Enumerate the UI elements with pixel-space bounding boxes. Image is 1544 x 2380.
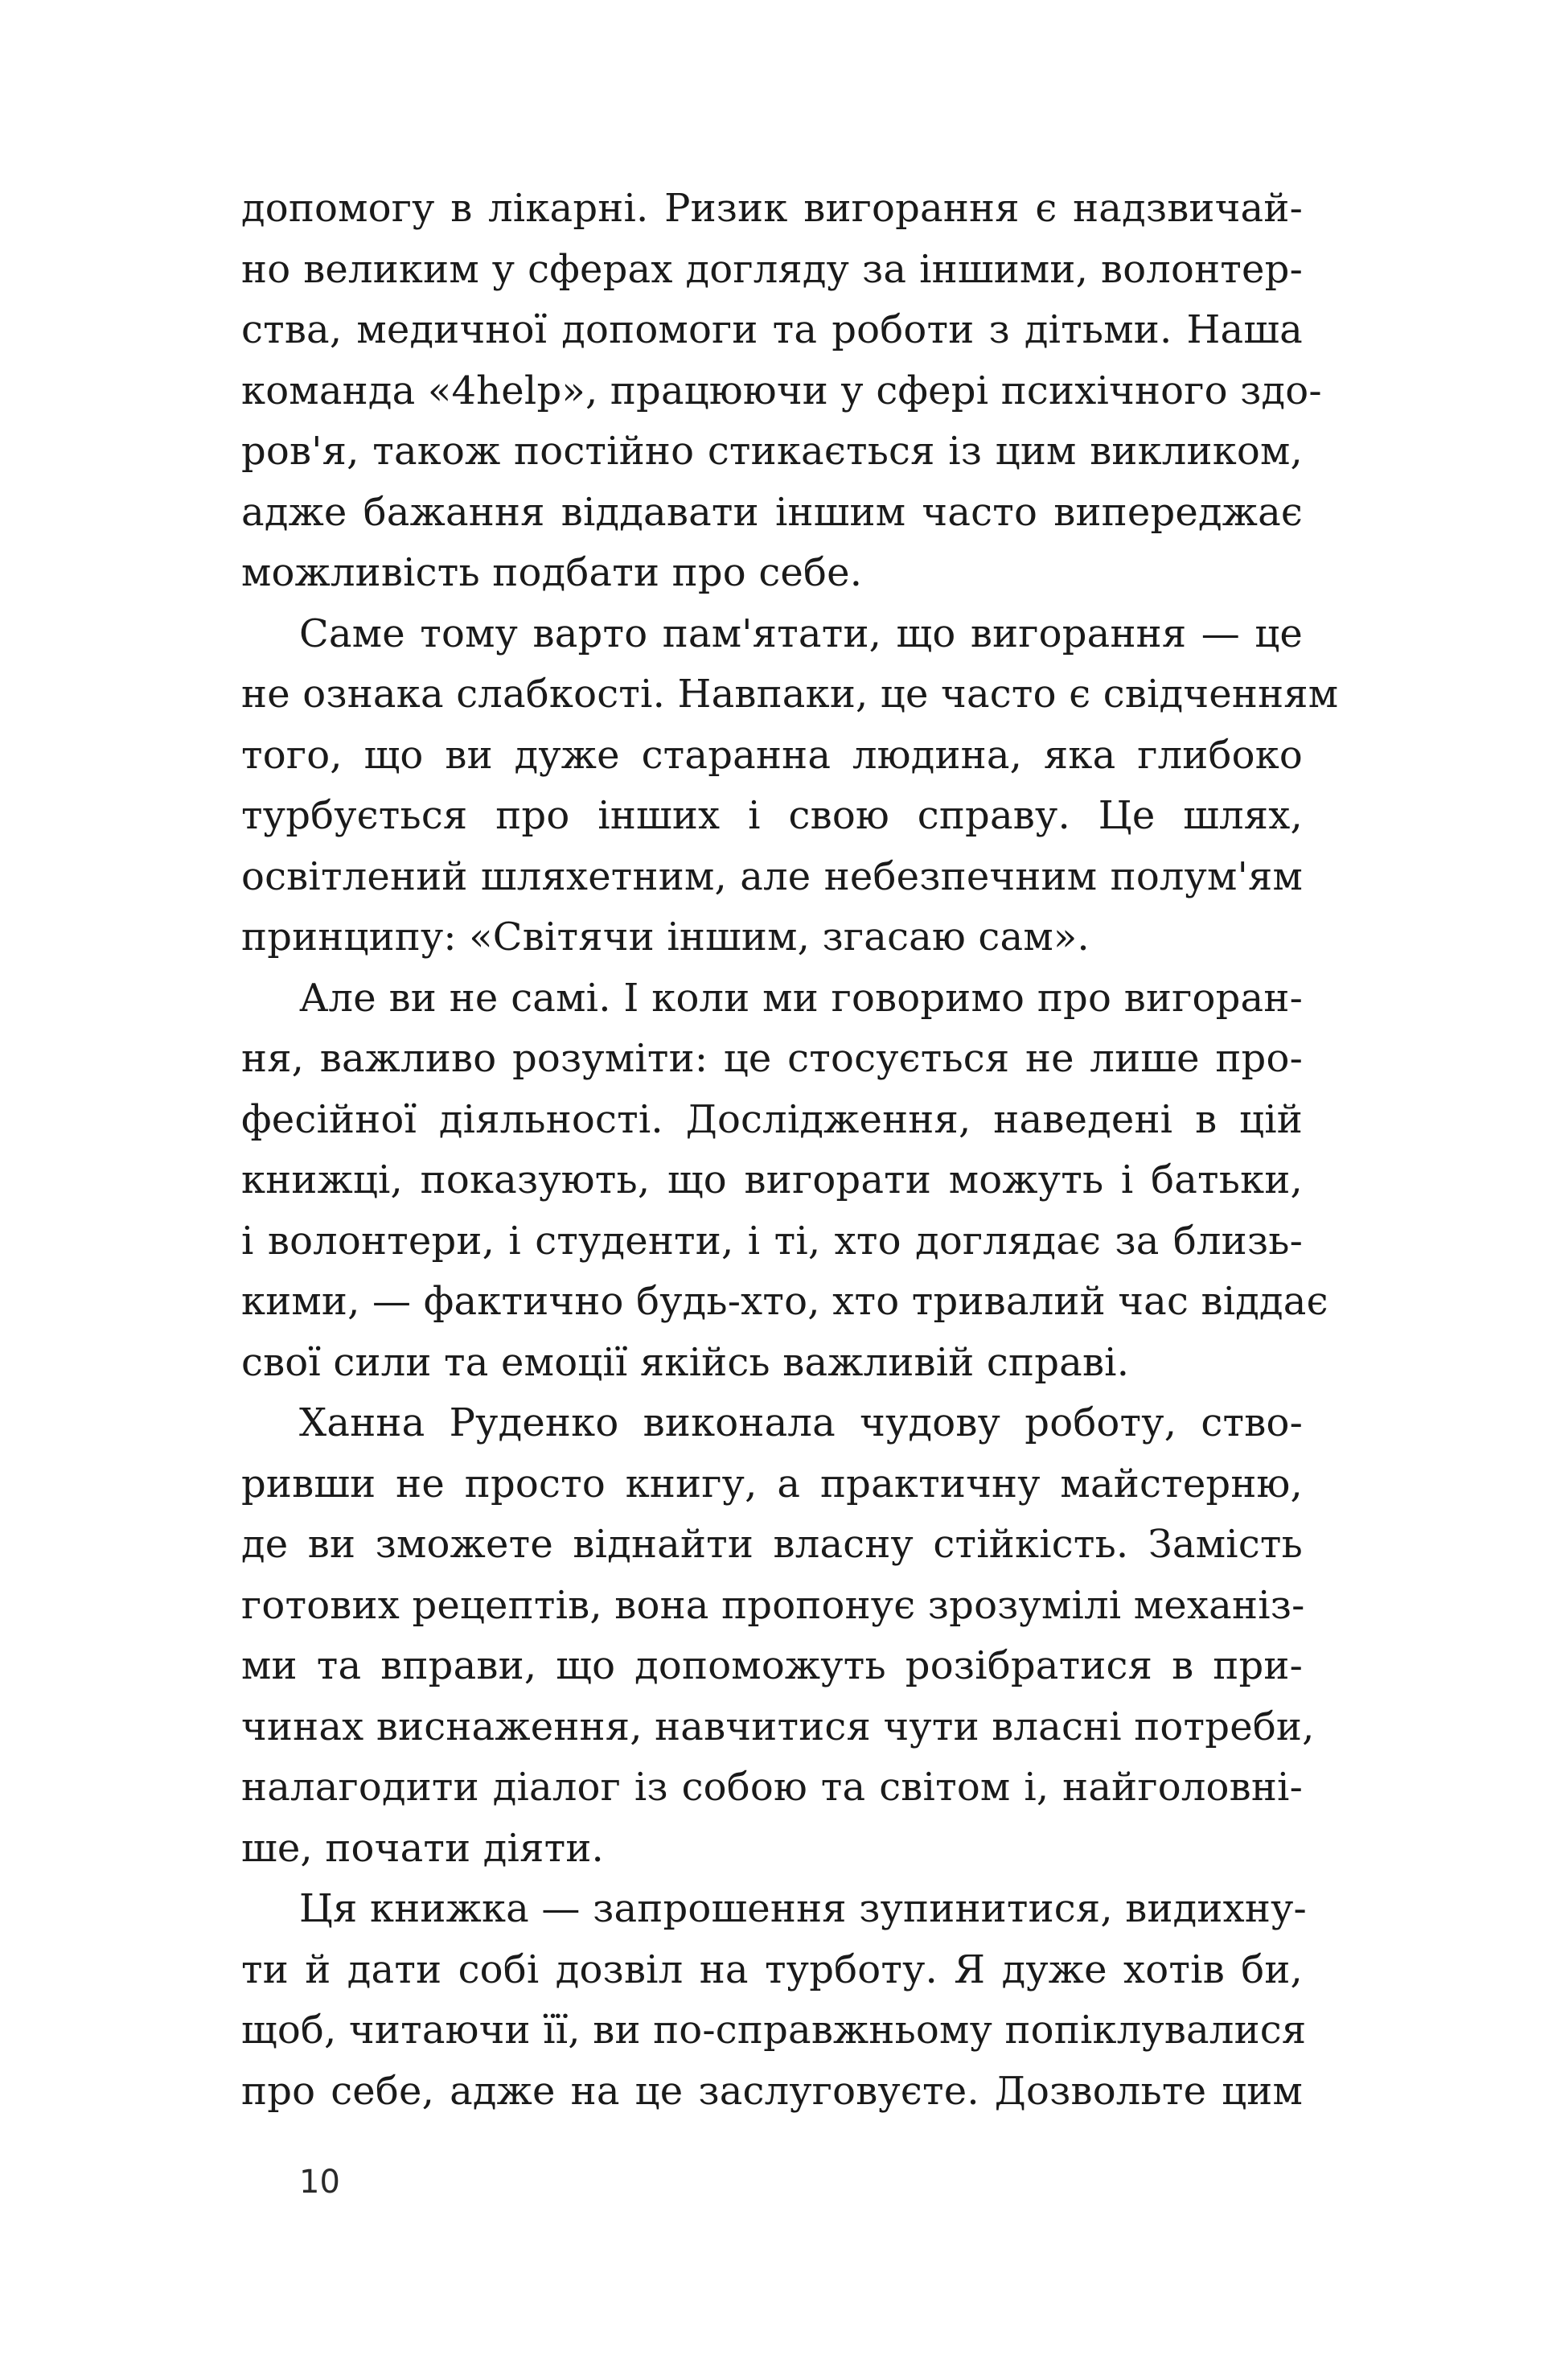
text-line: налагодити діалог із собою та світом і, найголовні-	[241, 1765, 1303, 1810]
text-line: і волонтери, і студенти, і ті, хто доглядає за близь-	[241, 1218, 1303, 1264]
text-line: адже бажання віддавати іншим часто випереджає	[241, 489, 1303, 535]
text-line: того, що ви дуже старанна людина, яка глибоко	[241, 732, 1303, 778]
page-number: 10	[299, 2164, 340, 2201]
text-line: Ханна Руденко виконала чудову роботу, ство-	[299, 1400, 1303, 1445]
text-line: ров'я, також постійно стикається із цим викликом,	[241, 429, 1303, 474]
text-line: ми та вправи, що допоможуть розібратися в при-	[241, 1643, 1303, 1688]
text-line: кими, — фактично будь-хто, хто тривалий час віддає	[241, 1279, 1328, 1324]
text-line: ривши не просто книгу, а практичну майстерню,	[241, 1461, 1303, 1507]
text-line: про себе, адже на це заслуговуєте. Дозвольте цим	[241, 2068, 1303, 2114]
text-line: ти й дати собі дозвіл на турботу. Я дуже хотів би,	[241, 1946, 1303, 1992]
text-line: книжці, показують, що вигорати можуть і батьки,	[241, 1157, 1303, 1202]
text-line: турбується про інших і свою справу. Це шлях,	[241, 793, 1303, 838]
text-line: чинах виснаження, навчитися чути власні потреби,	[241, 1704, 1315, 1749]
text-line: ня, важливо розуміти: це стосується не лише про-	[241, 1036, 1303, 1081]
body-text	[241, 179, 1339, 2122]
text-line: ства, медичної допомоги та роботи з дітьми. Наша	[241, 307, 1303, 352]
text-line: команда «4help», працюючи у сфері психічного здо-	[241, 368, 1322, 413]
text-line: свої сили та емоції якійсь важливій справі.	[241, 1339, 1130, 1385]
text-line: освітлений шляхетним, але небезпечним полум'ям	[241, 853, 1303, 899]
text-line: де ви зможете віднайти власну стійкість. Замість	[241, 1522, 1303, 1567]
text-line: не ознака слабкості. Навпаки, це часто є свідченням	[241, 672, 1339, 717]
text-line: ше, почати діяти.	[241, 1825, 604, 1871]
text-line: готових рецептів, вона пропонує зрозумілі механіз-	[241, 1582, 1305, 1628]
text-line: фесійної діяльності. Дослідження, наведені в цій	[241, 1096, 1303, 1142]
text-line: Ця книжка — запрошення зупинитися, видихну-	[299, 1886, 1307, 1931]
text-line: но великим у сферах догляду за іншими, волонтер-	[241, 246, 1303, 292]
text-line: допомогу в лікарні. Ризик вигорання є надзвичай-	[241, 186, 1303, 231]
text-line: можливість подбати про себе.	[241, 550, 863, 595]
text-line: принципу: «Світячи іншим, згасаю сам».	[241, 915, 1090, 960]
text-line: щоб, читаючи її, ви по-справжньому попіклувалися	[241, 2008, 1307, 2053]
text-line: Але ви не самі. І коли ми говоримо про вигоран-	[299, 975, 1303, 1021]
text-line: Саме тому варто пам'ятати, що вигорання — це	[299, 610, 1303, 656]
